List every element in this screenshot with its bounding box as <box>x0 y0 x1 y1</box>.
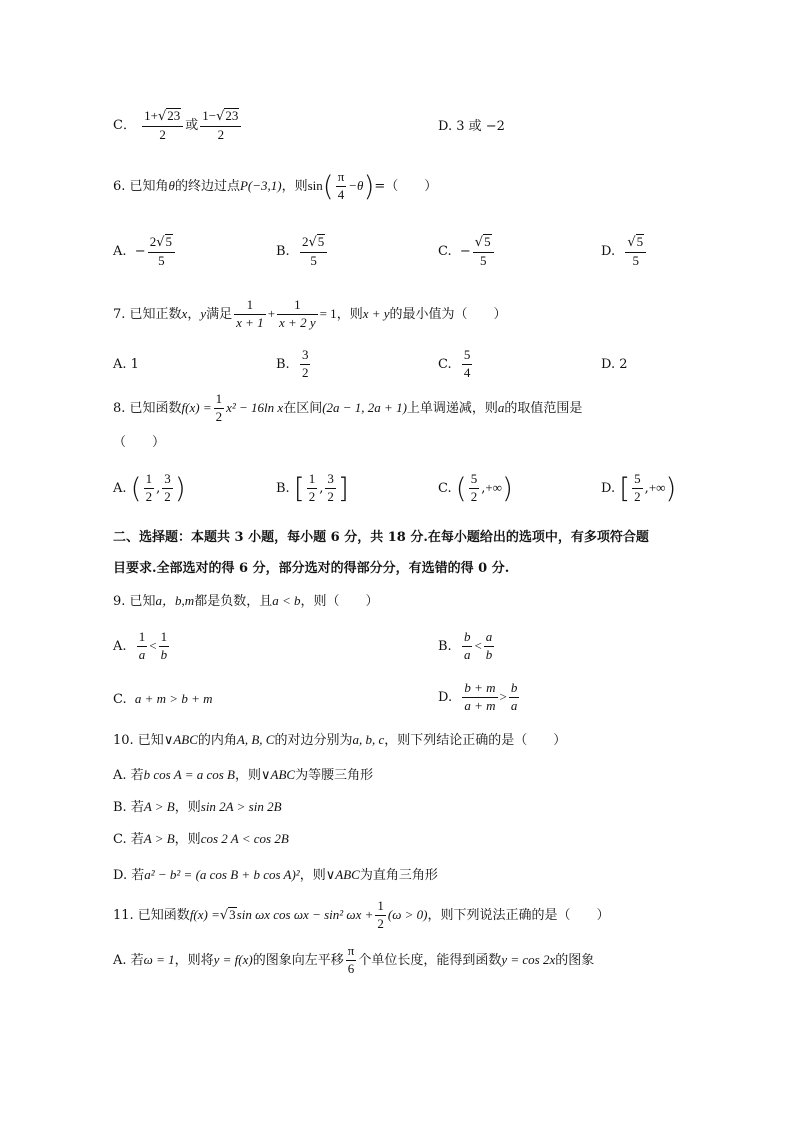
q8-option-b: B. [ $\frac{1}{2}$ , $\frac{3}{2}$ ] <box>276 471 349 505</box>
q7-stem: 7. 已知正数x，y满足 $\frac{1}{x + 1}$ + $\frac{1}{x + 2 y}$ = 1，则x + y的最小值为（ ） <box>113 297 507 330</box>
q8-answer-paren: （ ） <box>113 435 166 450</box>
q9-option-b: B. $\frac{b}{a}$ < $\frac{a}{b}$ <box>438 629 493 662</box>
q10-option-a: A. 若b cos A = a cos B，则∨ABC为等腰三角形 <box>113 767 374 783</box>
q9-stem: 9. 已知a，b,m都是负数，且a < b，则（ ） <box>113 593 379 609</box>
q10-option-c: C. 若A > B，则cos 2 A < cos 2B <box>113 831 289 847</box>
q8-stem: 8. 已知函数f(x) = $\frac{1}{2}$ x² − 16ln x在区间(2a − 1, 2a + 1)上单调递减，则a的取值范围是 <box>113 391 583 424</box>
q5-c-fraction-2: $\frac{1-√23}{2}$ <box>200 108 241 143</box>
q6-option-c: C. − $\frac{√5}{5}$ <box>438 234 496 269</box>
q6-option-b: B. $\frac{2√5}{5}$ <box>276 234 329 269</box>
q7-option-a: A. 1 <box>113 357 139 372</box>
q7-option-b: B. $\frac{3}{2}$ <box>276 347 309 380</box>
q7-option-c: C. $\frac{5}{4}$ <box>438 347 471 380</box>
q6-option-d: D. $\frac{√5}{5}$ <box>601 234 648 269</box>
q9-option-a: A. $\frac{1}{a}$ < $\frac{1}{b}$ <box>113 629 168 662</box>
q7-option-d: D. 2 <box>601 357 628 372</box>
q5-option-c: C． $\frac{1+√23}{2}$ 或 $\frac{1-√23}{2}$ <box>113 108 243 143</box>
q9-option-d: D. $\frac{b + m}{a + m}$ > $\frac{b}{a}$ <box>438 680 518 713</box>
q6-option-a: A. − $\frac{2√5}{5}$ <box>113 234 177 269</box>
q5-option-d: D. 3 或 −2 <box>438 119 505 134</box>
section-2-heading-line-1: 二、选择题：本题共 3 小题，每小题 6 分，共 18 分.在每小题给出的选项中，有多项符合题 <box>113 530 649 545</box>
q9-option-c: C. a + m > b + m <box>113 691 213 707</box>
q11-stem: 11. 已知函数f(x) =√3sin ωx cos ωx − sin² ωx + $\frac{1}{2}$ (ω > 0)，则下列说法正确的是（ ） <box>113 898 610 931</box>
q8-option-c: C. ( $\frac{5}{2}$ ,+∞) <box>438 471 513 505</box>
q8-option-a: A. ( $\frac{1}{2}$ , $\frac{3}{2}$ ) <box>113 471 186 505</box>
q8-option-d: D. [ $\frac{5}{2}$ ,+∞) <box>601 471 677 505</box>
q10-option-b: B. 若A > B，则sin 2A > sin 2B <box>113 799 282 815</box>
q5-c-fraction-1: $\frac{1+√23}{2}$ <box>142 108 183 143</box>
q6-stem: 6. 已知角θ的终边过点P(−3,1)，则sin( $\frac{\pi}{4}$ −θ)=（ ） <box>113 169 438 203</box>
q11-option-a: A. 若ω = 1，则将y = f(x)的图象向左平移 $\frac{\pi}{6}$ 个单位长度，能得到函数y = cos 2x的图象 <box>113 943 595 976</box>
section-2-heading-line-2: 目要求.全部选对的得 6 分，部分选对的得部分分，有选错的得 0 分. <box>113 561 510 576</box>
q10-option-d: D. 若a² − b² = (a cos B + b cos A)²，则∨ABC为直角三角形 <box>113 867 438 883</box>
q10-stem: 10. 已知∨ABC的内角A, B, C的对边分别为a, b, c，则下列结论正确的是（ ） <box>113 732 567 748</box>
